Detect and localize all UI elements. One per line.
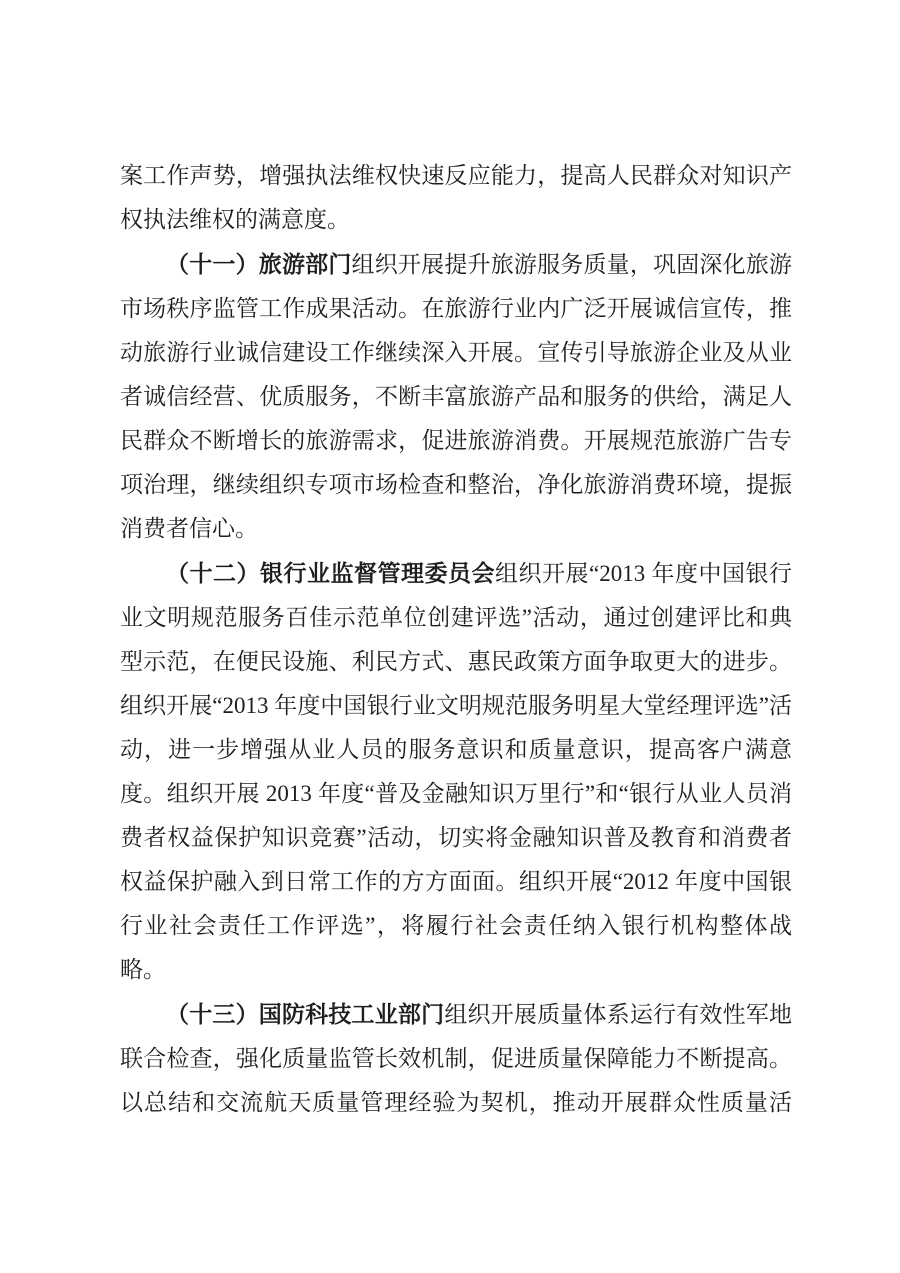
- paragraph-item-13: [120, 992, 792, 1125]
- paragraph-text: 组织开展质量体系运行有效性军地联合检查，强化质量监管长效机制，促进质量保障能力不断提高。以总结和交流航天质量管理经验为契机，推动开展群众性质量活: [120, 1002, 793, 1115]
- paragraph-text: 组织开展提升旅游服务质量，巩固深化旅游市场秩序监管工作成果活动。在旅游行业内广泛开展诚信宣传，推动旅游行业诚信建设工作继续深入开展。宣传引导旅游企业及从业者诚信经营、优质服务，不断丰富旅游产品和服务的供给，满足人民群众不断增长的旅游需求，促进旅游消费。开展规范旅游广告专项治理，继续组织专项市场检查和整治，净化旅游消费环境，提振消费者信心。: [120, 252, 793, 541]
- paragraph-item-12: [120, 551, 792, 992]
- paragraph-text: 案工作声势，增强执法维权快速反应能力，提高人民群众对知识产权执法维权的满意度。: [120, 163, 792, 232]
- paragraph-text: 组织开展“2013 年度中国银行业文明规范服务百佳示范单位创建评选”活动，通过创建评比和典型示范，在便民设施、利民方式、惠民政策方面争取更大的进步。组织开展“2013 年度中国银行业文明规范服务明星大堂经理评选”活动，进一步增强从业人员的服务意识和质量意识，提高客户满意度。组织开展 2013 年度“普及金融知识万里行”和“银行从业人员消费者权益保护知识竞赛”活动，切实将金融知识普及教育和消费者权益保护融入到日常工作的方方面面。组织开展“2012 年度中国银行业社会责任工作评选”，将履行社会责任纳入银行机构整体战略。: [120, 561, 793, 982]
- paragraph-continuation: [120, 153, 792, 242]
- paragraph-item-11: [120, 242, 792, 551]
- section-heading-12: （十二）银行业监督管理委员会: [166, 560, 496, 586]
- document-body: [120, 153, 792, 1125]
- section-heading-13: （十三）国防科技工业部门: [166, 1001, 445, 1027]
- section-heading-11: （十一）旅游部门: [166, 251, 352, 277]
